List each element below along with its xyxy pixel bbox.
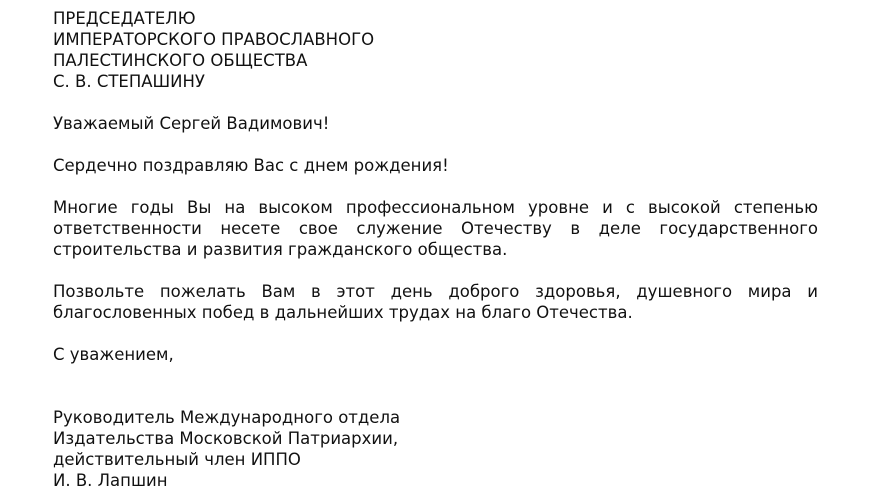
paragraph-greeting: Сердечно поздравляю Вас с днем рождения! bbox=[53, 156, 449, 175]
spacer bbox=[53, 260, 818, 281]
spacer bbox=[53, 365, 818, 407]
addressee-name: С. В. СТЕПАШИНУ bbox=[53, 72, 205, 91]
spacer bbox=[53, 176, 818, 197]
signature-block bbox=[53, 407, 818, 491]
addressee-line: ПРЕДСЕДАТЕЛЮ bbox=[53, 9, 196, 28]
signature-line: действительный член ИППО bbox=[53, 450, 301, 469]
addressee-line: ПАЛЕСТИНСКОГО ОБЩЕСТВА bbox=[53, 51, 308, 70]
spacer bbox=[53, 323, 818, 344]
signature-name: И. В. Лапшин bbox=[53, 471, 168, 490]
addressee-line: ИМПЕРАТОРСКОГО ПРАВОСЛАВНОГО bbox=[53, 30, 375, 49]
addressee-block bbox=[53, 8, 818, 92]
paragraph-wishes: Позвольте пожелать Вам в этот день доброго здоровья, душевного мира и благословенных побед в дальнейших трудах на благо Отечества. bbox=[53, 282, 818, 322]
letter bbox=[53, 8, 818, 491]
signature-line: Издательства Московской Патриархии, bbox=[53, 429, 399, 448]
signature-line: Руководитель Международного отдела bbox=[53, 408, 401, 427]
spacer bbox=[53, 92, 818, 113]
paragraph-service: Многие годы Вы на высоком профессиональном уровне и с высокой степенью ответственности несете свое служение Отечеству в деле государственного строительства и развития гражданского общества. bbox=[53, 198, 818, 259]
closing: С уважением, bbox=[53, 345, 174, 364]
spacer bbox=[53, 134, 818, 155]
salutation: Уважаемый Сергей Вадимович! bbox=[53, 114, 330, 133]
